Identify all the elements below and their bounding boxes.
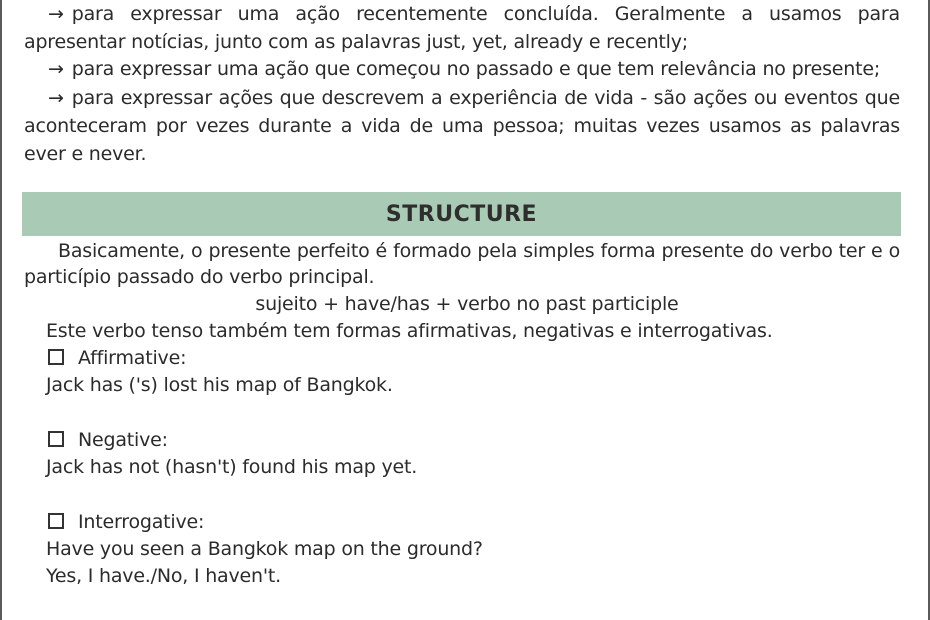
bullet-text: para expressar uma ação que começou no passado e que tem relevância no presente; bbox=[71, 58, 881, 80]
bullet-text: para expressar ações que descrevem a experiência de vida - são ações ou eventos que aconteceram por vezes durante a vida de uma pessoa; muitas vezes usamos as palavras ever e never. bbox=[24, 87, 900, 165]
formula-line: sujeito + have/has + verbo no past participle bbox=[255, 293, 679, 315]
structure-paragraph bbox=[24, 238, 900, 290]
negative-example: Jack has not (hasn't) found his map yet. bbox=[46, 456, 418, 478]
bullet-text: para expressar uma ação recentemente concluída. Geralmente a usamos para apresentar notícias, junto com as palavras just, yet, already e recently; bbox=[24, 3, 900, 53]
section-heading: STRUCTURE bbox=[385, 201, 538, 227]
structure-heading-bar bbox=[22, 192, 901, 236]
interrogative-answer: Yes, I have./No, I haven't. bbox=[46, 565, 281, 587]
checkbox-icon bbox=[48, 349, 64, 365]
checkbox-icon bbox=[48, 431, 64, 447]
forms-text: Este verbo tenso também tem formas afirmativas, negativas e interrogativas. bbox=[46, 320, 773, 342]
arrow-icon: → bbox=[48, 87, 64, 109]
interrogative-label: Interrogative: bbox=[48, 509, 204, 535]
affirmative-label: Affirmative: bbox=[48, 345, 186, 371]
arrow-icon: → bbox=[48, 58, 64, 80]
interrogative-question: Have you seen a Bangkok map on the ground? bbox=[46, 538, 483, 560]
checkbox-icon bbox=[48, 513, 64, 529]
structure-text: Basicamente, o presente perfeito é formado pela simples forma presente do verbo ter e o particípio passado do verbo principal. bbox=[24, 240, 900, 288]
affirmative-example: Jack has ('s) lost his map of Bangkok. bbox=[46, 374, 393, 396]
negative-label: Negative: bbox=[48, 427, 168, 453]
bullet-life-experience bbox=[24, 84, 900, 168]
bullet-recent-action bbox=[24, 0, 900, 56]
arrow-icon: → bbox=[48, 3, 64, 25]
bullet-past-relevance bbox=[24, 55, 900, 83]
